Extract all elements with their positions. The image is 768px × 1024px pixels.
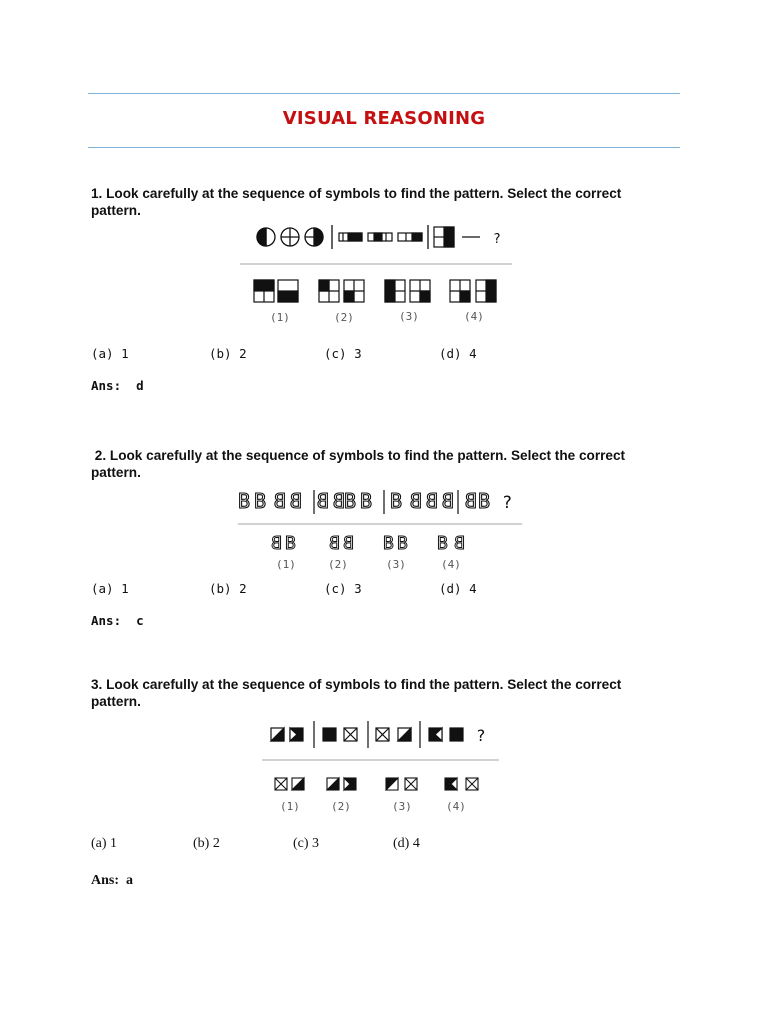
- svg-text:B: B: [425, 489, 438, 513]
- question-2-figure-label-2: (2): [328, 558, 348, 571]
- question-2-option-a: (a) 1: [91, 581, 129, 596]
- svg-text:B: B: [254, 489, 267, 513]
- question-2-figure-label-4: (4): [441, 558, 461, 571]
- question-3-option-b: (b) 2: [193, 836, 220, 851]
- svg-text:B: B: [289, 489, 302, 513]
- question-1-figure-label-3: (3): [399, 310, 419, 323]
- svg-text:B: B: [478, 489, 491, 513]
- svg-text:B: B: [343, 533, 354, 554]
- svg-text:B: B: [273, 489, 286, 513]
- question-1-figure: [240, 222, 520, 326]
- question-2-question-mark: ?: [502, 493, 513, 513]
- question-1-option-a: (a) 1: [91, 346, 129, 361]
- question-3-question-mark: ?: [476, 726, 486, 745]
- svg-text:B: B: [383, 533, 394, 554]
- question-1-figure-label-1: (1): [270, 311, 290, 324]
- question-3-answer: Ans: a: [91, 873, 134, 888]
- svg-text:B: B: [316, 489, 329, 513]
- svg-text:B: B: [454, 533, 465, 554]
- svg-text:B: B: [409, 489, 422, 513]
- question-2-option-d: (d) 4: [439, 581, 477, 596]
- page-title: VISUAL REASONING: [282, 108, 486, 129]
- svg-text:B: B: [271, 533, 282, 554]
- question-1-figure-label-4: (4): [464, 310, 484, 323]
- question-3-figure-label-1: (1): [280, 800, 300, 813]
- question-1-option-c: (c) 3: [324, 346, 362, 361]
- question-3-figure-label-4: (4): [446, 800, 466, 813]
- svg-text:B: B: [390, 489, 403, 513]
- svg-text:B: B: [441, 489, 454, 513]
- svg-text:B: B: [332, 489, 345, 513]
- question-1-text: 1. Look carefully at the sequence of symbols to find the pattern. Select the correct pattern.: [91, 186, 622, 218]
- question-3-option-d: (d) 4: [393, 836, 420, 851]
- title-rule: [88, 147, 680, 148]
- svg-text:B: B: [360, 489, 373, 513]
- svg-text:B: B: [285, 533, 296, 554]
- question-1-figure-label-2: (2): [334, 311, 354, 324]
- svg-text:B: B: [238, 489, 251, 513]
- question-2-figure: [236, 486, 526, 576]
- question-2-option-b: (b) 2: [209, 581, 247, 596]
- question-1-option-b: (b) 2: [209, 346, 247, 361]
- question-2-text: 2. Look carefully at the sequence of symbols to find the pattern. Select the correct pattern.: [91, 448, 629, 480]
- question-2-answer: Ans: c: [91, 613, 144, 628]
- top-rule: [88, 93, 680, 94]
- question-3-figure-label-2: (2): [331, 800, 351, 813]
- question-2-figure-label-1: (1): [276, 558, 296, 571]
- question-1-answer: Ans: d: [91, 378, 144, 393]
- question-1-question-mark: ?: [493, 232, 501, 247]
- question-3-figure: [262, 718, 502, 818]
- svg-text:B: B: [397, 533, 408, 554]
- svg-text:B: B: [437, 533, 448, 554]
- question-2-figure-label-3: (3): [386, 558, 406, 571]
- svg-text:B: B: [344, 489, 357, 513]
- question-3-figure-label-3: (3): [392, 800, 412, 813]
- question-2-option-c: (c) 3: [324, 581, 362, 596]
- question-1-option-d: (d) 4: [439, 346, 477, 361]
- question-3-option-a: (a) 1: [91, 836, 118, 851]
- question-3-text: 3. Look carefully at the sequence of symbols to find the pattern. Select the correct pattern.: [91, 677, 622, 709]
- svg-text:B: B: [464, 489, 477, 513]
- svg-text:B: B: [329, 533, 340, 554]
- question-3-option-c: (c) 3: [293, 836, 320, 851]
